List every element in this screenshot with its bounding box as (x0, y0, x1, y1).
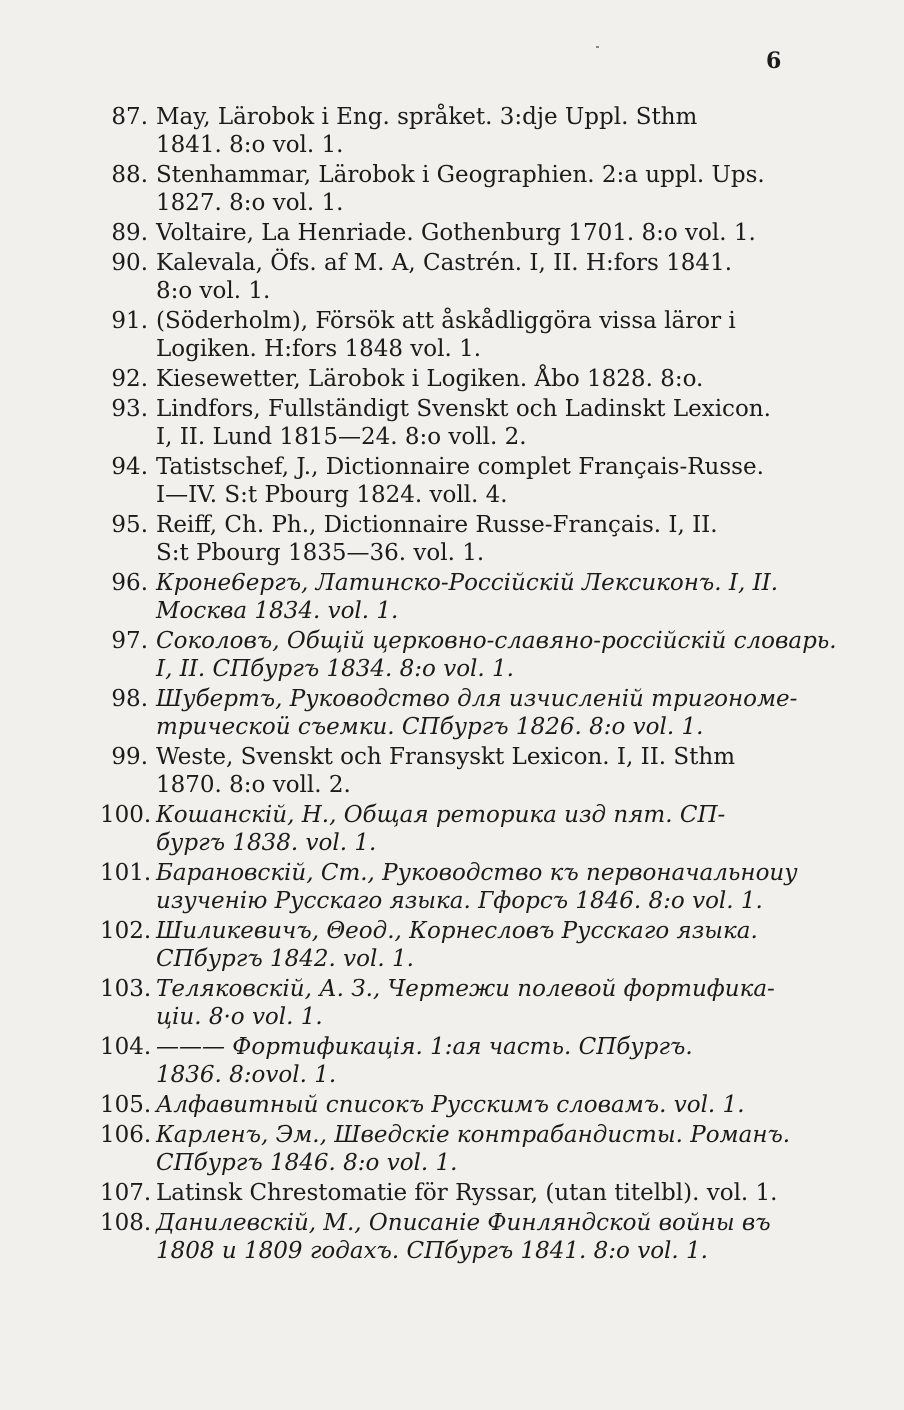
entry-continuation-line: 8:o vol. 1. (156, 278, 271, 304)
catalog-entry (100, 917, 800, 973)
entry-line: Stenhammar, Lärobok i Geographien. 2:a uppl. Ups. (156, 162, 765, 188)
entry-text (156, 1209, 800, 1265)
entry-continuation-line: S:t Pbourg 1835—36. vol. 1. (156, 540, 485, 566)
entry-text (156, 395, 800, 451)
entry-continuation-line: 1827. 8:o vol. 1. (156, 190, 344, 216)
entry-number: 88. (111, 162, 148, 188)
entry-text (156, 511, 800, 567)
catalog-entry-list (100, 103, 837, 1267)
entry-continuation-line: I, II. СПбургъ 1834. 8:o vol. 1. (156, 656, 514, 682)
entry-number: 94. (111, 454, 148, 480)
entry-line: Барановскiй, Ст., Руководство къ первоначальноиу (156, 860, 798, 886)
catalog-entry (100, 249, 800, 305)
entry-number: 106. (100, 1122, 152, 1148)
catalog-entry (100, 365, 800, 393)
entry-line: ——— Фортификацiя. 1:ая часть. СПбургъ. (156, 1034, 693, 1060)
catalog-entry (100, 1121, 800, 1177)
entry-line: Шубертъ, Руководство для изчисленiй тригономе- (156, 686, 798, 712)
entry-number: 98. (111, 686, 148, 712)
entry-text (156, 569, 800, 625)
entry-text (156, 1121, 800, 1177)
catalog-entry (100, 219, 800, 247)
catalog-entry (100, 859, 800, 915)
entry-continuation-line: цiи. 8·o vol. 1. (156, 1004, 323, 1030)
catalog-entry (100, 1091, 800, 1119)
catalog-entry (100, 685, 800, 741)
entry-continuation-line: Logiken. H:fors 1848 vol. 1. (156, 336, 482, 362)
entry-continuation-line: Москва 1834. vol. 1. (156, 598, 399, 624)
entry-number: 97. (111, 628, 148, 654)
entry-continuation-line: 1870. 8:o voll. 2. (156, 772, 351, 798)
entry-line: Теляковскiй, А. З., Чертежи полевой фортификa- (156, 976, 775, 1002)
entry-text (156, 975, 800, 1031)
catalog-entry (100, 307, 800, 363)
catalog-entry (100, 511, 800, 567)
entry-text (156, 1179, 800, 1207)
entry-text (156, 365, 800, 393)
catalog-entry (100, 627, 837, 683)
entry-continuation-line: 1808 и 1809 годахъ. СПбургъ 1841. 8:o vol. 1. (156, 1238, 708, 1264)
entry-line: Kalevala, Öfs. af M. A, Castrén. I, II. H:fors 1841. (156, 250, 733, 276)
entry-number: 87. (111, 104, 148, 130)
entry-text (156, 627, 837, 683)
entry-line: (Söderholm), Försök att åskådliggöra vissa läror i (156, 308, 736, 334)
catalog-entry (100, 1209, 800, 1265)
entry-continuation-line: СПбургъ 1842. vol. 1. (156, 946, 414, 972)
entry-continuation-line: 1841. 8:o vol. 1. (156, 132, 344, 158)
catalog-entry (100, 801, 800, 857)
entry-line: Алфавитный списокъ Русскимъ словамъ. vol. 1. (156, 1092, 745, 1118)
entry-text (156, 103, 800, 159)
catalog-entry (100, 569, 800, 625)
entry-number: 90. (111, 250, 148, 276)
entry-line: Кроне6ергъ, Латинско-Россiйскiй Лексиконъ. I, II. (156, 570, 779, 596)
entry-text (156, 1091, 800, 1119)
entry-continuation-line: I—IV. S:t Pbourg 1824. voll. 4. (156, 482, 508, 508)
entry-number: 99. (111, 744, 148, 770)
catalog-entry (100, 975, 800, 1031)
entry-line: Соколовъ, Общiй церковно-славяно-россiйскiй словарь. (156, 628, 837, 654)
print-speck (596, 46, 599, 48)
catalog-entry (100, 395, 800, 451)
entry-line: Tatistschef, J., Dictionnaire complet Français-Russe. (156, 454, 764, 480)
entry-text (156, 307, 800, 363)
entry-text (156, 801, 800, 857)
entry-number: 91. (111, 308, 148, 334)
entry-text (156, 917, 800, 973)
catalog-entry (100, 453, 800, 509)
entry-text (156, 685, 800, 741)
catalog-entry (100, 161, 800, 217)
entry-continuation-line: трическоü съемки. СПбургъ 1826. 8:o vol. 1. (156, 714, 704, 740)
entry-text (156, 219, 800, 247)
entry-number: 93. (111, 396, 148, 422)
entry-number: 92. (111, 366, 148, 392)
entry-continuation-line: 1836. 8:ovol. 1. (156, 1062, 337, 1088)
entry-text (156, 743, 800, 799)
catalog-entry (100, 1179, 800, 1207)
entry-line: Latinsk Chrestomatie för Ryssar, (utan titelbl). vol. 1. (156, 1180, 778, 1206)
entry-number: 103. (100, 976, 152, 1002)
entry-line: Weste, Svenskt och Fransyskt Lexicon. I, II. Sthm (156, 744, 736, 770)
entry-number: 100. (100, 802, 152, 828)
entry-number: 95. (111, 512, 148, 538)
entry-continuation-line: бургъ 1838. vol. 1. (156, 830, 377, 856)
entry-text (156, 453, 800, 509)
entry-number: 105. (100, 1092, 152, 1118)
entry-number: 107. (100, 1180, 152, 1206)
entry-line: Voltaire, La Henriade. Gothenburg 1701. 8:o vol. 1. (156, 220, 756, 246)
entry-number: 96. (111, 570, 148, 596)
entry-number: 102. (100, 918, 152, 944)
entry-continuation-line: СПбургъ 1846. 8:o vol. 1. (156, 1150, 458, 1176)
entry-continuation-line: изученiю Русскаго языка. Гфорсъ 1846. 8:o vol. 1. (156, 888, 763, 914)
entry-number: 104. (100, 1034, 152, 1060)
entry-text (156, 249, 800, 305)
entry-line: Данилевскiй, М., Описанiе Финляндской войны въ (156, 1210, 771, 1236)
entry-line: Lindfors, Fullständigt Svenskt och Ladinskt Lexicon. (156, 396, 771, 422)
page-number: 6 (766, 48, 782, 74)
entry-text (156, 1033, 800, 1089)
entry-line: May, Lärobok i Eng. språket. 3:dje Uppl. Sthm (156, 104, 698, 130)
catalog-entry (100, 743, 800, 799)
entry-number: 108. (100, 1210, 152, 1236)
entry-line: Kiesewetter, Lärobok i Logiken. Åbo 1828. 8:o. (156, 366, 704, 392)
entry-text (156, 859, 800, 915)
entry-line: Reiff, Ch. Ph., Dictionnaire Russe-Français. I, II. (156, 512, 718, 538)
entry-line: Кошанскiй, Н., Общая реторика изд пят. СП- (156, 802, 726, 828)
entry-continuation-line: I, II. Lund 1815—24. 8:o voll. 2. (156, 424, 527, 450)
entry-number: 101. (100, 860, 152, 886)
catalog-entry (100, 103, 800, 159)
entry-line: Шиликевичъ, Θеод., Корнесловъ Русскаго языка. (156, 918, 758, 944)
entry-number: 89. (111, 220, 148, 246)
catalog-entry (100, 1033, 800, 1089)
entry-text (156, 161, 800, 217)
entry-line: Карленъ, Эм., Шведскiе контрабандисты. Романъ. (156, 1122, 791, 1148)
